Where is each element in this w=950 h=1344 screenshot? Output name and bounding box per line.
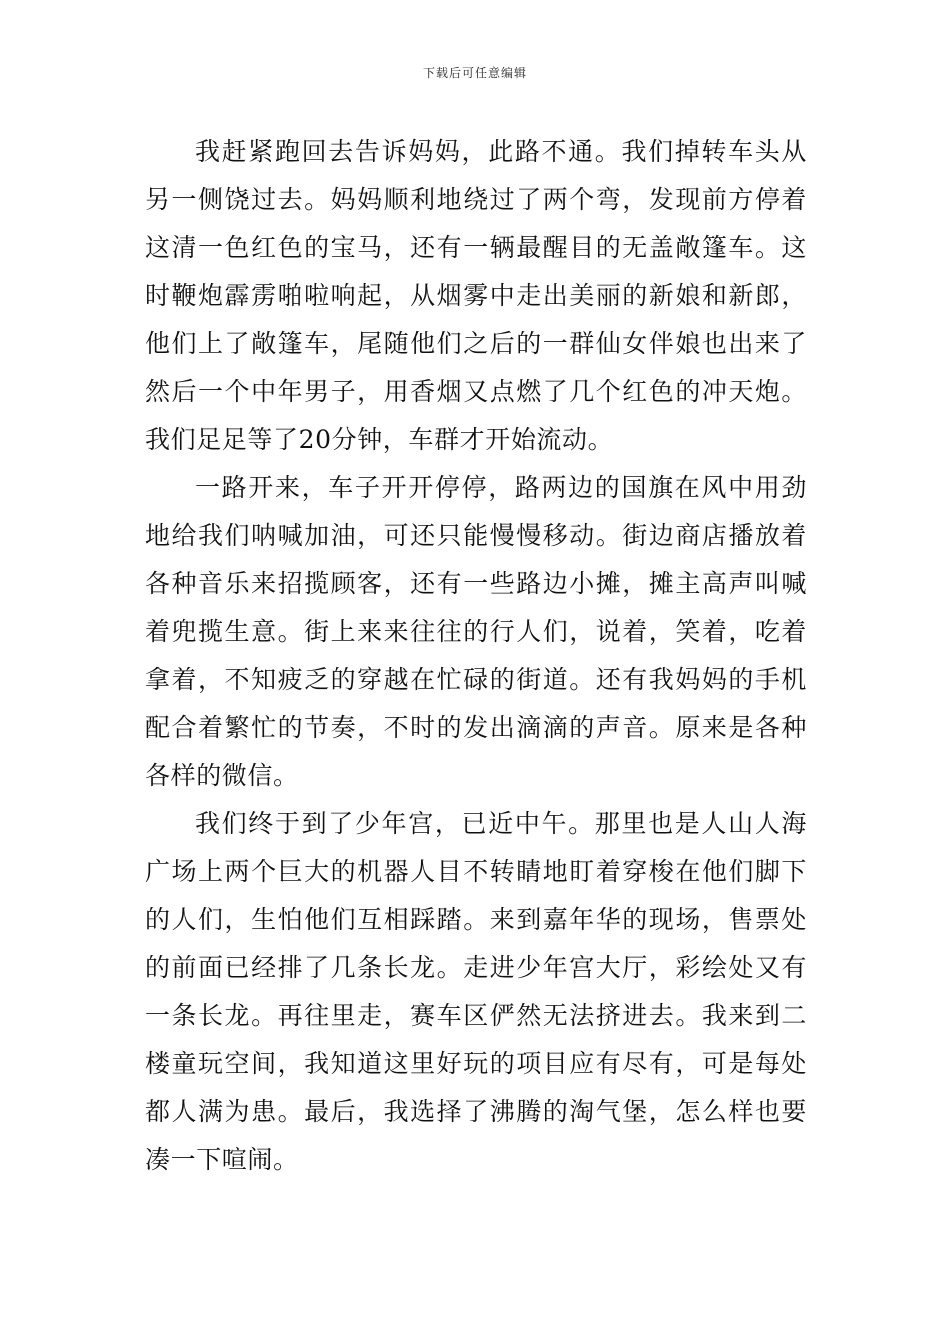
paragraph: 一路开来，车子开开停停，路两边的国旗在风中用劲地给我们呐喊加油，可还只能慢慢移动。街边商店播放着各种音乐来招揽顾客，还有一些路边小摊，摊主高声叫喊着兜揽生意。街上来来往往的行人们，说着，笑着，吃着拿着，不知疲乏的穿越在忙碌的街道。还有我妈妈的手机配合着繁忙的节奏，不时的发出滴滴的声音。原来是各种各样的微信。	[145, 473, 807, 790]
document-body	[145, 128, 807, 1184]
page-header: 下载后可任意编辑	[422, 66, 527, 80]
paragraph: 我赶紧跑回去告诉妈妈，此路不通。我们掉转车头从另一侧饶过去。妈妈顺利地绕过了两个弯，发现前方停着这清一色红色的宝马，还有一辆最醒目的无盖敞篷车。这时鞭炮霹雳啪啦响起，从烟雾中走出美丽的新娘和新郎，他们上了敞篷车，尾随他们之后的一群仙女伴娘也出来了然后一个中年男子，用香烟又点燃了几个红色的冲天炮。我们足足等了20分钟，车群才开始流动。	[145, 137, 807, 454]
paragraph: 我们终于到了少年宫，已近中午。那里也是人山人海广场上两个巨大的机器人目不转睛地盯着穿梭在他们脚下的人们，生怕他们互相踩踏。来到嘉年华的现场，售票处的前面已经排了几条长龙。走进少年宫大厅，彩绘处又有一条长龙。再往里走，赛车区俨然无法挤进去。我来到二楼童玩空间，我知道这里好玩的项目应有尽有，可是每处都人满为患。最后，我选择了沸腾的淘气堡，怎么样也要凑一下喧闹。	[145, 809, 807, 1174]
